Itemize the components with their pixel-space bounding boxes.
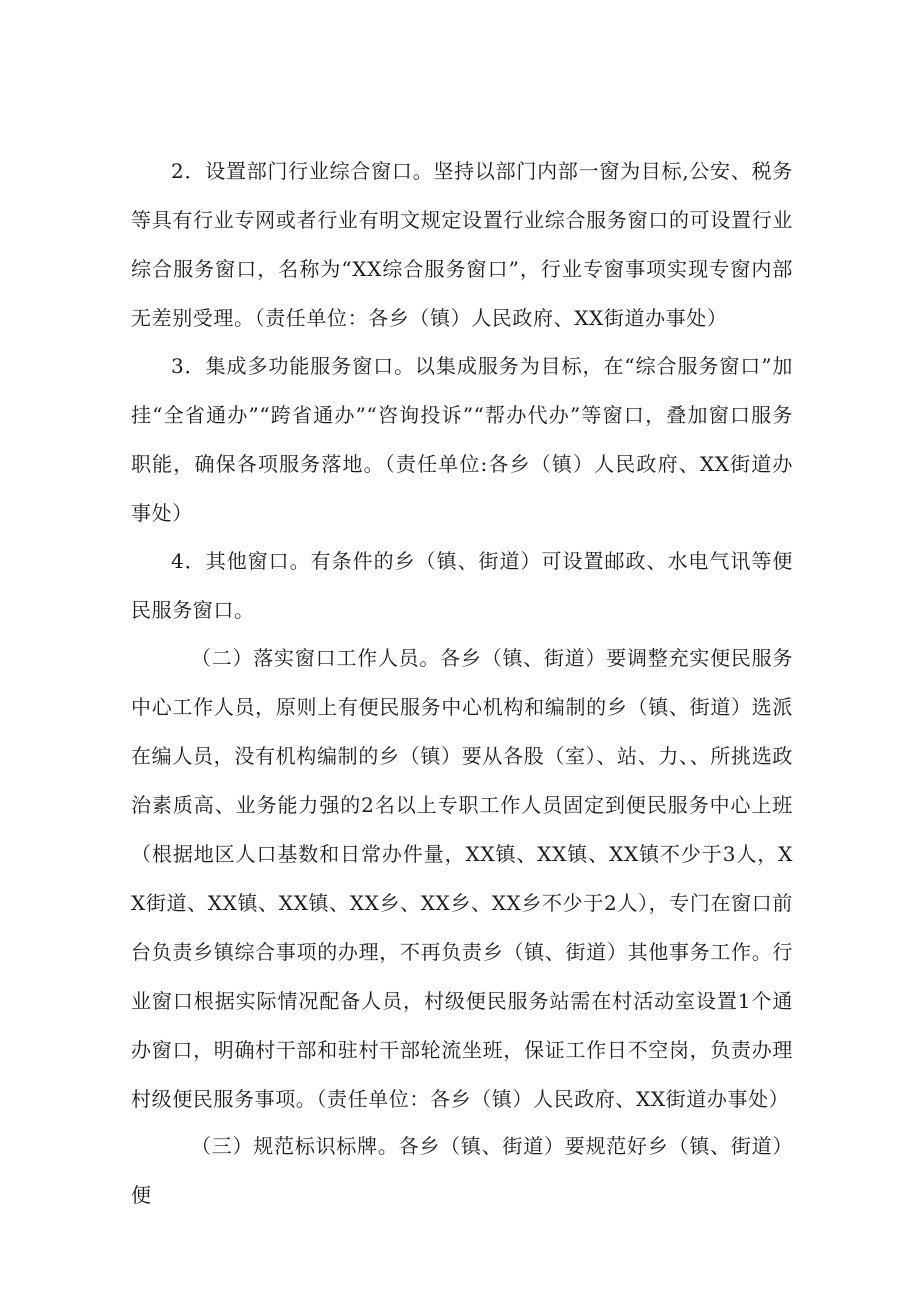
paragraph-comprehensive-window: 2．设置部门行业综合窗口。坚持以部门内部一窗为目标,公安、税务等具有行业专网或者行业有明文规定设置行业综合服务窗口的可设置行业综合服务窗口，名称为“XX综合服务窗口”，行业专窗事项实现专窗内部无差别受理。（责任单位：各乡（镇）人民政府、XX街道办事处）	[131, 159, 793, 330]
paragraph-signage: （三）规范标识标牌。各乡（镇、街道）要规范好乡（镇、街道）便	[131, 1134, 793, 1207]
paragraph-other-windows: 4．其他窗口。有条件的乡（镇、街道）可设置邮政、水电气讯等便民服务窗口。	[131, 549, 793, 622]
paragraph-window-staff: （二）落实窗口工作人员。各乡（镇、街道）要调整充实便民服务中心工作人员，原则上有便民服务中心机构和编制的乡（镇、街道）选派在编人员，没有机构编制的乡（镇）要从各股（室）、站、力、、所挑选政治素质高、业务能力强的2名以上专职工作人员固定到便民服务中心上班（根据地区人口基数和日常办件量，XX镇、XX镇、XX镇不少于3人，XX街道、XX镇、XX镇、XX乡、XX乡、XX乡不少于2人），专门在窗口前台负责乡镇综合事项的办理，不再负责乡（镇、街道）其他事务工作。行业窗口根据实际情况配备人员，村级便民服务站需在村活动室设置1个通办窗口，明确村干部和驻村干部轮流坐班，保证工作日不空岗，负责办理村级便民服务事项。（责任单位：各乡（镇）人民政府、XX街道办事处）	[131, 646, 793, 1111]
paragraph-multifunction-window: 3．集成多功能服务窗口。以集成服务为目标，在“综合服务窗口”加挂“全省通办”“跨省通办”“咨询投诉”“帮办代办”等窗口，叠加窗口服务职能，确保各项服务落地。（责任单位:各乡（镇）人民政府、XX街道办事处）	[131, 354, 793, 525]
